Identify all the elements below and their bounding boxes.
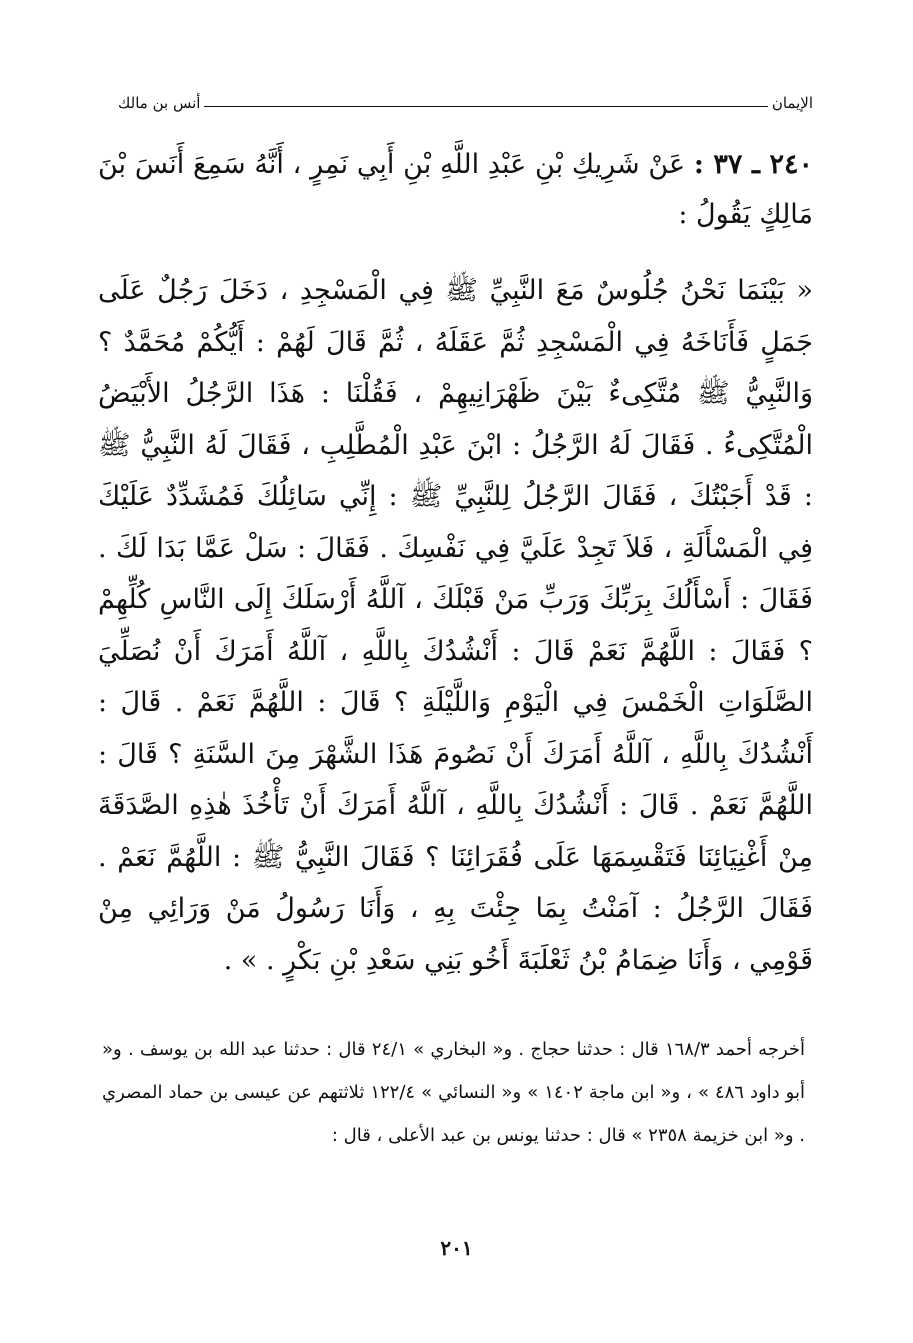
page-number: ٢٠١ (440, 1236, 473, 1260)
hadith-isnad: عَنْ شَرِيكِ بْنِ عَبْدِ اللَّهِ بْنِ أَبِي نَمِرٍ ، أَنَّهُ سَمِعَ أَنَسَ بْنَ مَالِكٍ يَقُولُ : (98, 149, 813, 230)
hadith-matn: « بَيْنَمَا نَحْنُ جُلُوسٌ مَعَ النَّبِيِّ ﷺ فِي الْمَسْجِدِ ، دَخَلَ رَجُلٌ عَلَى جَمَلٍ فَأَنَاخَهُ فِي الْمَسْجِدِ ثُمَّ عَقَلَهُ ، ثُمَّ قَالَ لَهُمْ : أَيُّكُمْ مُحَمَّدٌ ؟ وَالنَّبِيُّ ﷺ مُتَّكِىءٌ بَيْنَ ظَهْرَانِيهِمْ ، فَقُلْنَا : هَذَا الرَّجُلُ الأَبْيَضُ الْمُتَّكِىءُ . فَقَالَ لَهُ الرَّجُلُ : ابْنَ عَبْدِ الْمُطَّلِبِ ، فَقَالَ لَهُ النَّبِيُّ ﷺ : قَدْ أَجَبْتُكَ ، فَقَالَ الرَّجُلُ لِلنَّبِيِّ ﷺ : إِنِّي سَائِلُكَ فَمُشَدِّدٌ عَلَيْكَ فِي الْمَسْأَلَةِ ، فَلاَ تَجِدْ عَلَيَّ فِي نَفْسِكَ . فَقَالَ : سَلْ عَمَّا بَدَا لَكَ . فَقَالَ : أَسْأَلُكَ بِرَبِّكَ وَرَبِّ مَنْ قَبْلَكَ ، آللَّهُ أَرْسَلَكَ إِلَى النَّاسِ كُلِّهِمْ ؟ فَقَالَ : اللَّهُمَّ نَعَمْ قَالَ : أَنْشُدُكَ بِاللَّهِ ، آللَّهُ أَمَرَكَ أَنْ نُصَلِّيَ الصَّلَوَاتِ الْخَمْسَ فِي الْيَوْمِ وَاللَّيْلَةِ ؟ قَالَ : اللَّهُمَّ نَعَمْ . قَالَ : أَنْشُدُكَ بِاللَّهِ ، آللَّهُ أَمَرَكَ أَنْ نَصُومَ هَذَا الشَّهْرَ مِنَ السَّنَةِ ؟ قَالَ : اللَّهُمَّ نَعَمْ . قَالَ : أَنْشُدُكَ بِاللَّهِ ، آللَّهُ أَمَرَكَ أَنْ تَأْخُذَ هٰذِهِ الصَّدَقَةَ مِنْ أَغْنِيَائِنَا فَتَقْسِمَهَا عَلَى فُقَرَائِنَا ؟ فَقَالَ النَّبِيُّ ﷺ : اللَّهُمَّ نَعَمْ . فَقَالَ الرَّجُلُ : آمَنْتُ بِمَا جِئْتَ بِهِ ، وَأَنَا رَسُولُ مَنْ وَرَائِي مِنْ قَوْمِي ، وَأَنَا ضِمَامُ بْنُ ثَعْلَبَةَ أَخُو بَنِي سَعْدِ بْنِ بَكْرٍ . » . (98, 275, 813, 976)
header-section-title: الإيمان (771, 94, 813, 112)
hadith-intro (98, 140, 813, 240)
hadith-number: ٢٤٠ ـ ٣٧ : (693, 149, 813, 180)
running-header (118, 88, 813, 112)
header-narrator-name: أنس بن مالك (118, 94, 201, 112)
takhrij-footnote: أخرجه أحمد ١٦٨/٣ قال : حدثنا حجاج . و« البخاري » ٢٤/١ قال : حدثنا عبد الله بن يوسف . و« أبو داود ٤٨٦ » ، و« ابن ماجة ١٤٠٢ » و« النسائي » ١٢٢/٤ ثلاثتهم عن عيسى بن حماد المصري . و« ابن خزيمة ٢٣٥٨ » قال : حدثنا يونس بن عبد الأعلى ، قال : (102, 1039, 805, 1146)
header-rule (204, 106, 767, 107)
